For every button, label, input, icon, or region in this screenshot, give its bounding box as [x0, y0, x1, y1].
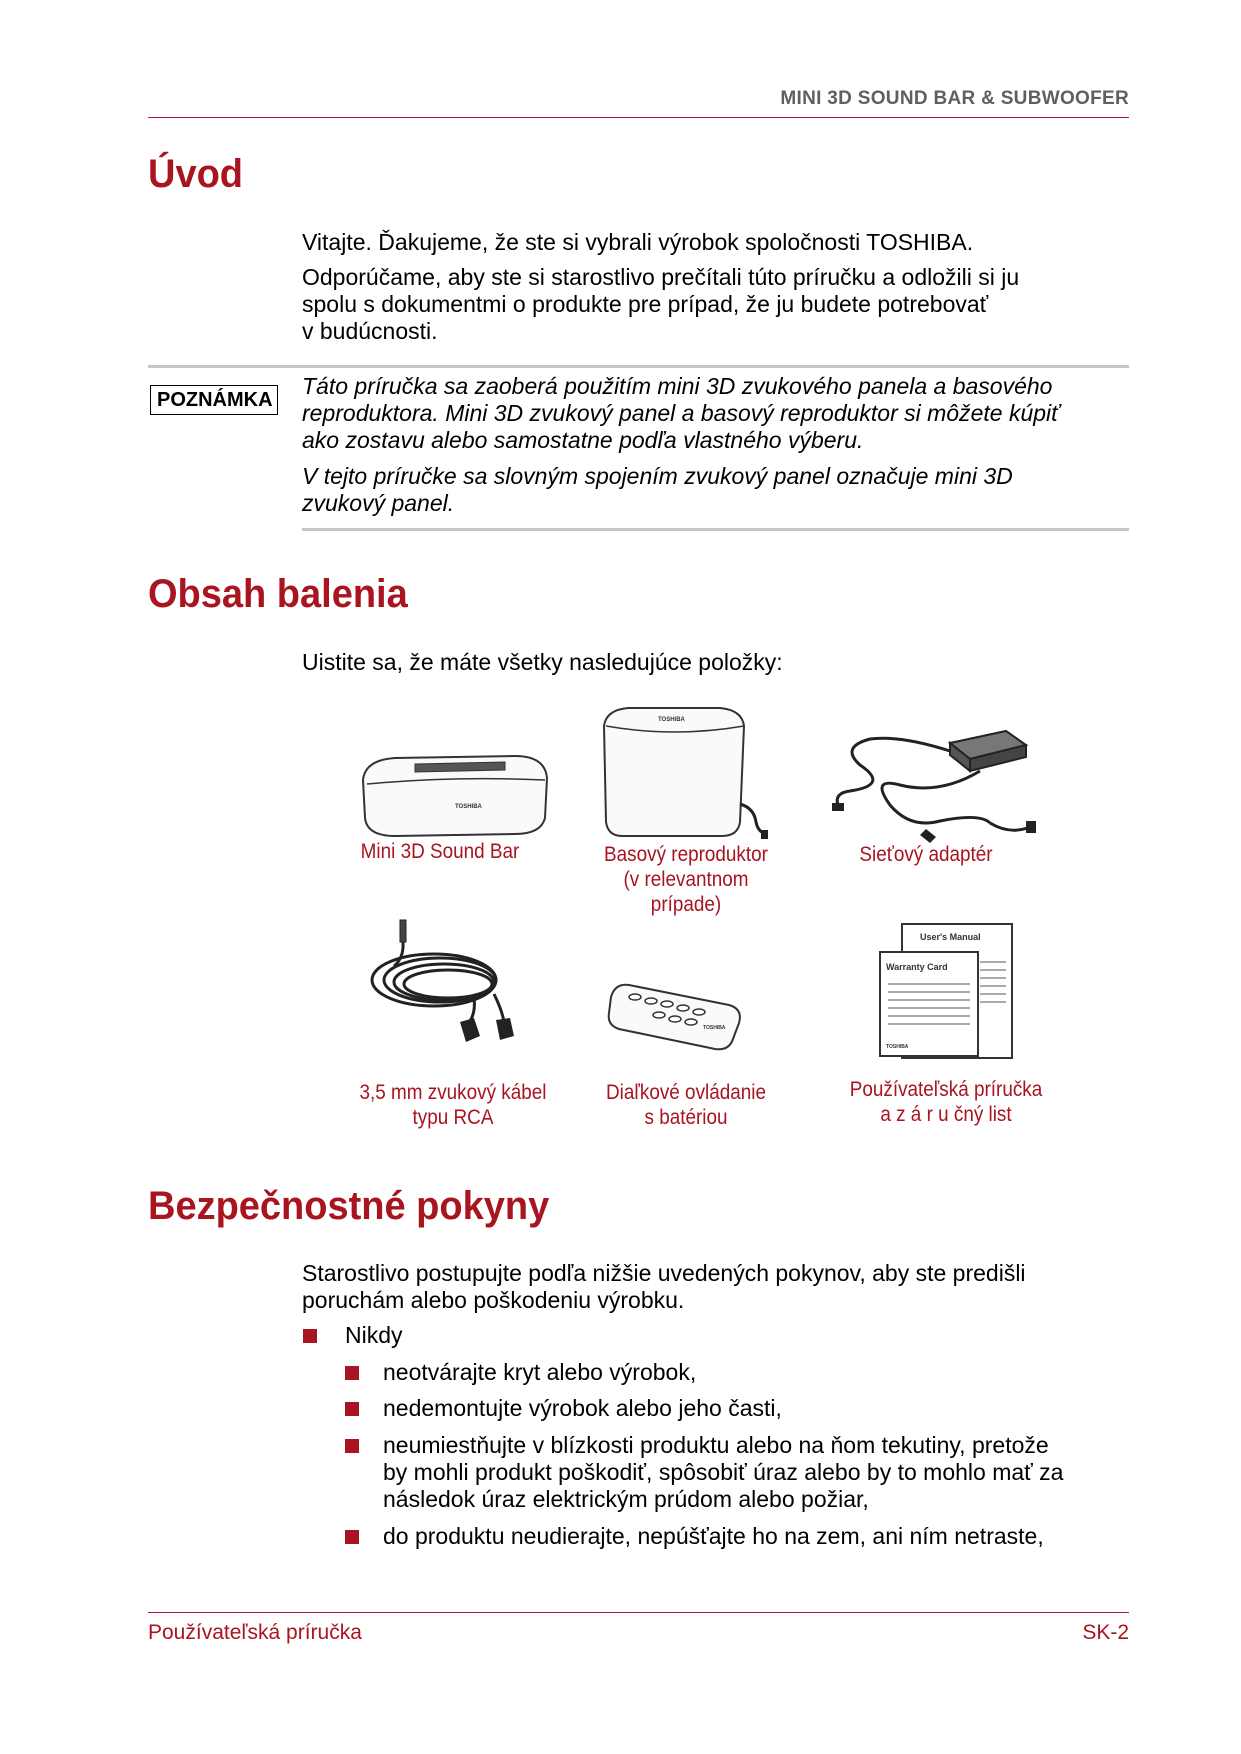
caption-line: 3,5 mm zvukový kábel	[359, 1081, 547, 1104]
text-line: poruchám alebo poškodeniu výrobku.	[302, 1287, 685, 1313]
caption-line: Basový reproduktor	[604, 843, 768, 866]
text-line: Odporúčame, aby ste si starostlivo prečítali túto príručku a odložili si ju	[302, 264, 1020, 290]
ac-adapter-icon	[830, 725, 1040, 845]
rca-cable-icon	[364, 918, 534, 1048]
bullet-marker	[303, 1329, 317, 1343]
intro-paragraph-2	[302, 264, 1122, 345]
section-heading-intro: Úvod	[148, 152, 243, 196]
note-bottom-rule	[302, 528, 1129, 531]
note-paragraph-2	[302, 463, 1122, 517]
caption-line: Sieťový adaptér	[859, 843, 993, 866]
contents-intro: Uistite sa, že máte všetky nasledujúce položky:	[302, 649, 783, 675]
header-rule	[148, 117, 1129, 118]
caption-line: (v relevantnom	[623, 868, 749, 891]
text-line: ako zostavu alebo samostatne podľa vlastného výberu.	[302, 427, 864, 453]
section-heading-safety: Bezpečnostné pokyny	[148, 1184, 550, 1228]
text-line: Táto príručka sa zaoberá použitím mini 3D zvukového panela a basového	[302, 373, 1053, 399]
text-line: zvukový panel.	[302, 490, 455, 516]
running-header: MINI 3D SOUND BAR & SUBWOOFER	[780, 88, 1129, 109]
text-line: Starostlivo postupujte podľa nižšie uvedených pokynov, aby ste predišli	[302, 1260, 1026, 1286]
caption-line: prípade)	[650, 893, 722, 916]
bullet-marker	[345, 1366, 359, 1380]
list-item	[383, 1432, 1143, 1513]
bullet-marker	[345, 1530, 359, 1544]
text-line: reproduktora. Mini 3D zvukový panel a basový reproduktor si môžete kúpiť	[302, 400, 1060, 426]
remote-control-icon	[605, 975, 745, 1055]
note-label: POZNÁMKA	[150, 385, 278, 415]
intro-paragraph-1: Vitajte. Ďakujeme, že ste si vybrali výrobok spoločnosti TOSHIBA.	[302, 229, 974, 255]
text-line: V tejto príručke sa slovným spojením zvukový panel označuje mini 3D	[302, 463, 1013, 489]
item-caption-rca-cable	[345, 1080, 561, 1130]
list-item: nedemontujte výrobok alebo jeho časti,	[383, 1395, 782, 1421]
footer-title: Používateľská príručka	[148, 1621, 362, 1644]
caption-line: Mini 3D Sound Bar	[360, 840, 520, 863]
brand-label: TOSHIBA	[658, 717, 685, 723]
item-caption-remote	[596, 1080, 776, 1130]
item-caption-manual-warranty	[838, 1077, 1054, 1127]
bullet-marker	[345, 1439, 359, 1453]
item-caption-subwoofer	[596, 842, 776, 917]
text-line: v budúcnosti.	[302, 318, 438, 344]
safety-intro	[302, 1260, 1122, 1314]
list-item: neotvárajte kryt alebo výrobok,	[383, 1359, 697, 1385]
caption-line: s batériou	[644, 1106, 728, 1129]
note-top-rule	[148, 365, 1129, 368]
brand-label: TOSHIBA	[455, 804, 482, 810]
bullet-marker	[345, 1402, 359, 1416]
sound-bar-icon	[355, 750, 555, 840]
warranty-title: Warranty Card	[886, 962, 948, 972]
footer-rule	[148, 1612, 1129, 1613]
caption-line: Diaľkové ovládanie	[606, 1081, 766, 1104]
subwoofer-icon	[598, 704, 768, 844]
text-line: by mohli produkt poškodiť, spôsobiť úraz alebo by to mohlo mať za	[383, 1459, 1064, 1485]
text-line: neumiestňujte v blízkosti produktu alebo na ňom tekutiny, pretože	[383, 1432, 1049, 1458]
list-item-never: Nikdy	[345, 1322, 403, 1348]
list-item: do produktu neudierajte, nepúšťajte ho na zem, ani ním netraste,	[383, 1523, 1044, 1549]
caption-line: Používateľská príručka	[849, 1078, 1043, 1101]
text-line: následok úraz elektrickým prúdom alebo požiar,	[383, 1486, 869, 1512]
section-heading-contents: Obsah balenia	[148, 572, 408, 616]
manual-warranty-icon	[876, 922, 1016, 1062]
caption-line: typu RCA	[412, 1106, 494, 1129]
text-line: spolu s dokumentmi o produkte pre prípad, že ju budete potrebovať	[302, 291, 989, 317]
brand-label: TOSHIBA	[703, 1025, 726, 1031]
item-caption-ac-adapter	[836, 842, 1016, 867]
caption-line: a z á r u čný list	[880, 1103, 1012, 1126]
page-number: SK-2	[1082, 1621, 1129, 1644]
brand-label: TOSHIBA	[886, 1044, 909, 1050]
note-paragraph-1	[302, 373, 1122, 454]
item-caption-sound-bar	[350, 839, 530, 864]
manual-title: User's Manual	[920, 932, 981, 942]
